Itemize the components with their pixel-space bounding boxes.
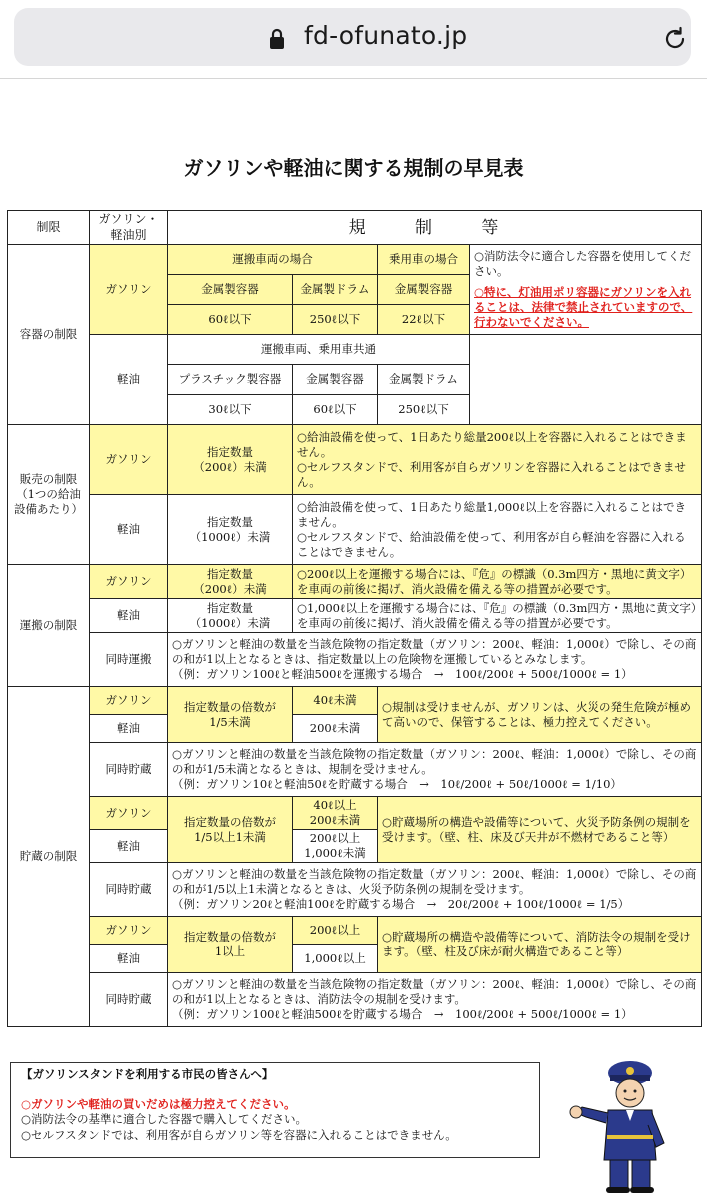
- fuel-gasoline: ガソリン: [90, 797, 168, 830]
- citizen-notice: [10, 1062, 540, 1158]
- address-bar[interactable]: [14, 8, 691, 66]
- cell: 22ℓ以下: [378, 305, 470, 335]
- simultaneous-storage: 同時貯蔵: [90, 862, 168, 916]
- cell: 30ℓ以下: [168, 395, 293, 425]
- section-transport: 運搬の制限: [8, 565, 90, 687]
- cell: 200ℓ以上 1,000ℓ未満: [293, 830, 378, 863]
- cell: 金属製容器: [293, 365, 378, 395]
- cell: 指定数量 （200ℓ）未満: [168, 425, 293, 495]
- simultaneous-transport: 同時運搬: [90, 633, 168, 687]
- fuel-gasoline: ガソリン: [90, 245, 168, 335]
- notice-title: 【ガソリンスタンドを利用する市民の皆さんへ】: [21, 1067, 274, 1081]
- url-text[interactable]: fd-ofunato.jp: [304, 21, 468, 50]
- passenger-car-label: 乗用車の場合: [378, 245, 470, 275]
- cell: 運搬車両、乗用車共通: [168, 335, 470, 365]
- warning-text: ○特に、灯油用ポリ容器にガソリンを入れることは、法律で禁止されていますので、行わないでください。: [474, 285, 693, 330]
- notice-line: ○ガソリンや軽油の買いだめは極力控えてください。: [21, 1096, 296, 1111]
- cell: 指定数量の倍数が 1/5以上1未満: [168, 797, 293, 863]
- simultaneous-storage: 同時貯蔵: [90, 743, 168, 797]
- page-title: ガソリンや軽油に関する規制の早見表: [183, 156, 524, 180]
- section-storage: 貯蔵の制限: [8, 687, 90, 1027]
- fuel-diesel: 軽油: [90, 335, 168, 425]
- cell: 金属製容器: [378, 275, 470, 305]
- cell: ○200ℓ以上を運搬する場合には、『危』の標識（0.3m四方・黒地に黄文字）を車両の前後に掲げ、消火設備を備える等の措置が必要です。: [293, 565, 702, 599]
- cell: 40ℓ以上 200ℓ未満: [293, 797, 378, 830]
- cell: ○給油設備を使って、1日あたり総量1,000ℓ以上を容器に入れることはできません。 ○セルフスタンドで、給油設備を使って、利用客が自ら軽油を容器に入れることはできません。: [293, 495, 702, 565]
- cell: ○ガソリンと軽油の数量を当該危険物の指定数量（ガソリン：200ℓ、軽油：1,000ℓ）で除し、その商の和が1以上となるときは、消防法令の規制を受けます。 （例：ガソリン100ℓと軽油500ℓを貯蔵する場合 → 100ℓ/200ℓ + 500ℓ/1000ℓ = 1）: [168, 972, 702, 1026]
- lock-icon: [268, 28, 286, 50]
- fuel-gasoline: ガソリン: [90, 916, 168, 944]
- fuel-gasoline: ガソリン: [90, 565, 168, 599]
- reload-icon[interactable]: [661, 25, 689, 53]
- header-restriction: 制限: [8, 211, 90, 245]
- toolbar-divider: [0, 78, 707, 79]
- cell: 指定数量 （1000ℓ）未満: [168, 599, 293, 633]
- transport-vehicle-label: 運搬車両の場合: [168, 245, 378, 275]
- fuel-diesel: 軽油: [90, 715, 168, 743]
- cell: ○ガソリンと軽油の数量を当該危険物の指定数量（ガソリン：200ℓ、軽油：1,000ℓ）で除し、その商の和が1/5以上1未満となるときは、火災予防条例の規制を受けます。 （例：ガソリン20ℓと軽油100ℓを貯蔵する場合 → 20ℓ/200ℓ + 100ℓ/1000ℓ = 1/5）: [168, 862, 702, 916]
- cell: 金属製容器: [168, 275, 293, 305]
- cell: 指定数量 （1000ℓ）未満: [168, 495, 293, 565]
- cell: ○ガソリンと軽油の数量を当該危険物の指定数量（ガソリン：200ℓ、軽油：1,000ℓ）で除し、その商の和が1以上となるときは、指定数量以上の危険物を運搬しているとみなします。 （例：ガソリン100ℓと軽油500ℓを運搬する場合 → 100ℓ/200ℓ + 500ℓ/1000ℓ = 1）: [168, 633, 702, 687]
- cell: 60ℓ以下: [293, 395, 378, 425]
- cell: 200ℓ未満: [293, 715, 378, 743]
- section-sales: 販売の制限 （1つの給油 設備あたり）: [8, 425, 90, 565]
- header-fuel-type: ガソリン・ 軽油別: [90, 211, 168, 245]
- container-notes: ○消防法令に適合した容器を使用してください。 ○特に、灯油用ポリ容器にガソリンを入れることは、法律で禁止されていますので、行わないでください。: [470, 245, 702, 335]
- fuel-gasoline: ガソリン: [90, 425, 168, 495]
- fuel-diesel: 軽油: [90, 495, 168, 565]
- cell: 1,000ℓ以上: [293, 944, 378, 972]
- cell: ○1,000ℓ以上を運搬する場合には、『危』の標識（0.3m四方・黒地に黄文字）を車両の前後に掲げ、消火設備を備える等の措置が必要です。: [293, 599, 702, 633]
- cell: ○規制は受けませんが、ガソリンは、火災の発生危険が極めて高いので、保管することは、極力控えてください。: [378, 687, 702, 743]
- cell: 60ℓ以下: [168, 305, 293, 335]
- cell: 200ℓ以上: [293, 916, 378, 944]
- cell: 250ℓ以下: [378, 395, 470, 425]
- notice-line: ○セルフスタンドでは、利用客が自らガソリン等を容器に入れることはできません。: [21, 1127, 457, 1142]
- cell: 指定数量の倍数が 1/5未満: [168, 687, 293, 743]
- fuel-diesel: 軽油: [90, 830, 168, 863]
- fuel-diesel: 軽油: [90, 599, 168, 633]
- section-container: 容器の制限: [8, 245, 90, 425]
- header-regulations: 規 制 等: [168, 211, 702, 245]
- fuel-gasoline: ガソリン: [90, 687, 168, 715]
- firefighter-illustration: [560, 1055, 700, 1195]
- regulation-table: [7, 210, 701, 1055]
- cell: 指定数量の倍数が 1以上: [168, 916, 293, 972]
- cell: 指定数量 （200ℓ）未満: [168, 565, 293, 599]
- fuel-diesel: 軽油: [90, 944, 168, 972]
- cell: ○ガソリンと軽油の数量を当該危険物の指定数量（ガソリン：200ℓ、軽油：1,000ℓ）で除し、その商の和が1/5未満となるときは、規制を受けません。 （例：ガソリン10ℓと軽油50ℓを貯蔵する場合 → 10ℓ/200ℓ + 50ℓ/1000ℓ = 1/10）: [168, 743, 702, 797]
- cell: 40ℓ未満: [293, 687, 378, 715]
- cell: ○貯蔵場所の構造や設備等について、消防法令の規制を受けます。（壁、柱及び床が耐火構造であること等）: [378, 916, 702, 972]
- cell: 金属製ドラム: [378, 365, 470, 395]
- cell: [470, 335, 702, 425]
- notice-line: ○消防法令の基準に適合した容器で購入してください。: [21, 1112, 308, 1127]
- cell: ○貯蔵場所の構造や設備等について、火災予防条例の規制を受けます。（壁、柱、床及び天井が不燃材であること等）: [378, 797, 702, 863]
- cell: 250ℓ以下: [293, 305, 378, 335]
- table-header-row: [8, 211, 702, 245]
- simultaneous-storage: 同時貯蔵: [90, 972, 168, 1026]
- cell: プラスチック製容器: [168, 365, 293, 395]
- cell: 金属製ドラム: [293, 275, 378, 305]
- cell: ○給油設備を使って、1日あたり総量200ℓ以上を容器に入れることはできません。 ○セルフスタンドで、利用客が自らガソリンを容器に入れることはできません。: [293, 425, 702, 495]
